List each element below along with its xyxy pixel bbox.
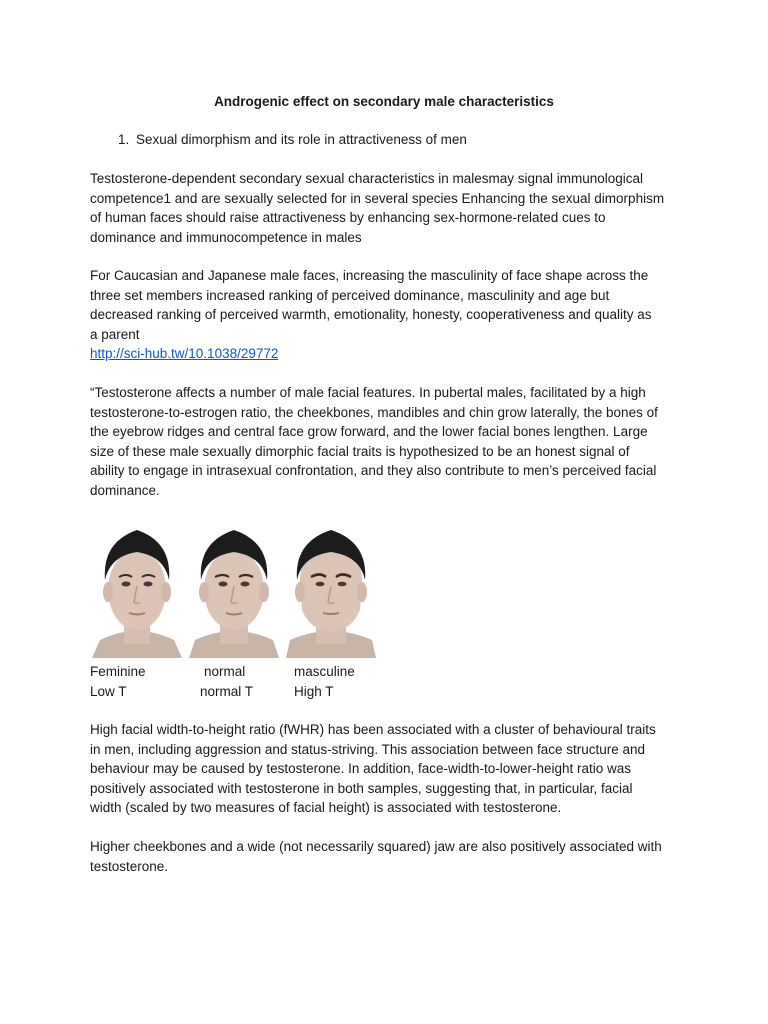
text-line: High facial width-to-height ratio (fWHR) has been associated with a cluster of behavioural traits [90, 722, 656, 737]
text-line: decreased ranking of perceived warmth, emotionality, honesty, cooperativeness and quality as [90, 307, 652, 322]
feminine-sublabel: Low T [90, 684, 127, 699]
text-line: competence1 and are sexually selected for in several species Enhancing the sexual dimorphism [90, 190, 665, 206]
list-number: 1. [118, 132, 130, 147]
paragraph-sexual-characteristics [90, 169, 690, 247]
text-line: testosterone-to-estrogen ratio, the cheekbones, mandibles and chin grow laterally, the bones of [90, 404, 658, 420]
text-line: of human faces should raise attractiveness by enhancing sex-hormone-related cues to [90, 210, 606, 225]
text-line: a parent [90, 326, 140, 342]
paragraph-fwhr [90, 720, 690, 818]
text-line: in men, including aggression and status-striving. This association between face structure and [90, 741, 646, 757]
feminine-label: Feminine [90, 664, 146, 679]
paragraph-masculinity-ranking [90, 266, 690, 364]
masculine-face-image [286, 522, 376, 658]
text-line: behaviour may be caused by testosterone. In addition, face-width-to-lower-height ratio was [90, 761, 632, 776]
paragraph-cheekbones [90, 837, 690, 876]
masculine-label: masculine [294, 664, 355, 679]
paragraph-testosterone-quote [90, 383, 690, 500]
text-line: For Caucasian and Japanese male faces, increasing the masculinity of face shape across the [90, 268, 649, 283]
text-line: Higher cheekbones and a wide (not necessarily squared) jaw are also positively associated with [90, 839, 662, 854]
text-line: width (scaled by two measures of facial height) is associated with testosterone. [90, 800, 562, 815]
list-item-text: Sexual dimorphism and its role in attractiveness of men [136, 132, 467, 147]
normal-label: normal [204, 664, 246, 679]
text-line: size of these male sexually dimorphic facial traits is hypothesized to be an honest signal of [90, 443, 630, 459]
text-line: positively associated with testosterone in both samples, suggesting that, in particular, facial [90, 780, 633, 796]
text-line: the eyebrow ridges and central face grow forward, and the lower facial bones lengthen. Large [90, 424, 648, 439]
text-line: ability to engage in intrasexual confrontation, and they also contribute to men’s perceived facial [90, 463, 657, 478]
normal-face-image [189, 522, 279, 658]
text-line: dominance and immunocompetence in males [90, 229, 362, 245]
masculine-sublabel: High T [294, 684, 334, 699]
source-link[interactable]: http://sci-hub.tw/10.1038/29772 [90, 346, 279, 361]
text-line: “Testosterone affects a number of male facial features. In pubertal males, facilitated by a high [90, 385, 646, 400]
document-title: Androgenic effect on secondary male characteristics [214, 94, 554, 109]
text-line: dominance. [90, 482, 160, 498]
normal-sublabel: normal T [200, 684, 254, 699]
text-line: testosterone. [90, 858, 169, 874]
feminine-face-image [92, 522, 182, 658]
text-line: three set members increased ranking of perceived dominance, masculinity and age but [90, 287, 610, 303]
text-line: Testosterone-dependent secondary sexual characteristics in malesmay signal immunological [90, 171, 644, 186]
